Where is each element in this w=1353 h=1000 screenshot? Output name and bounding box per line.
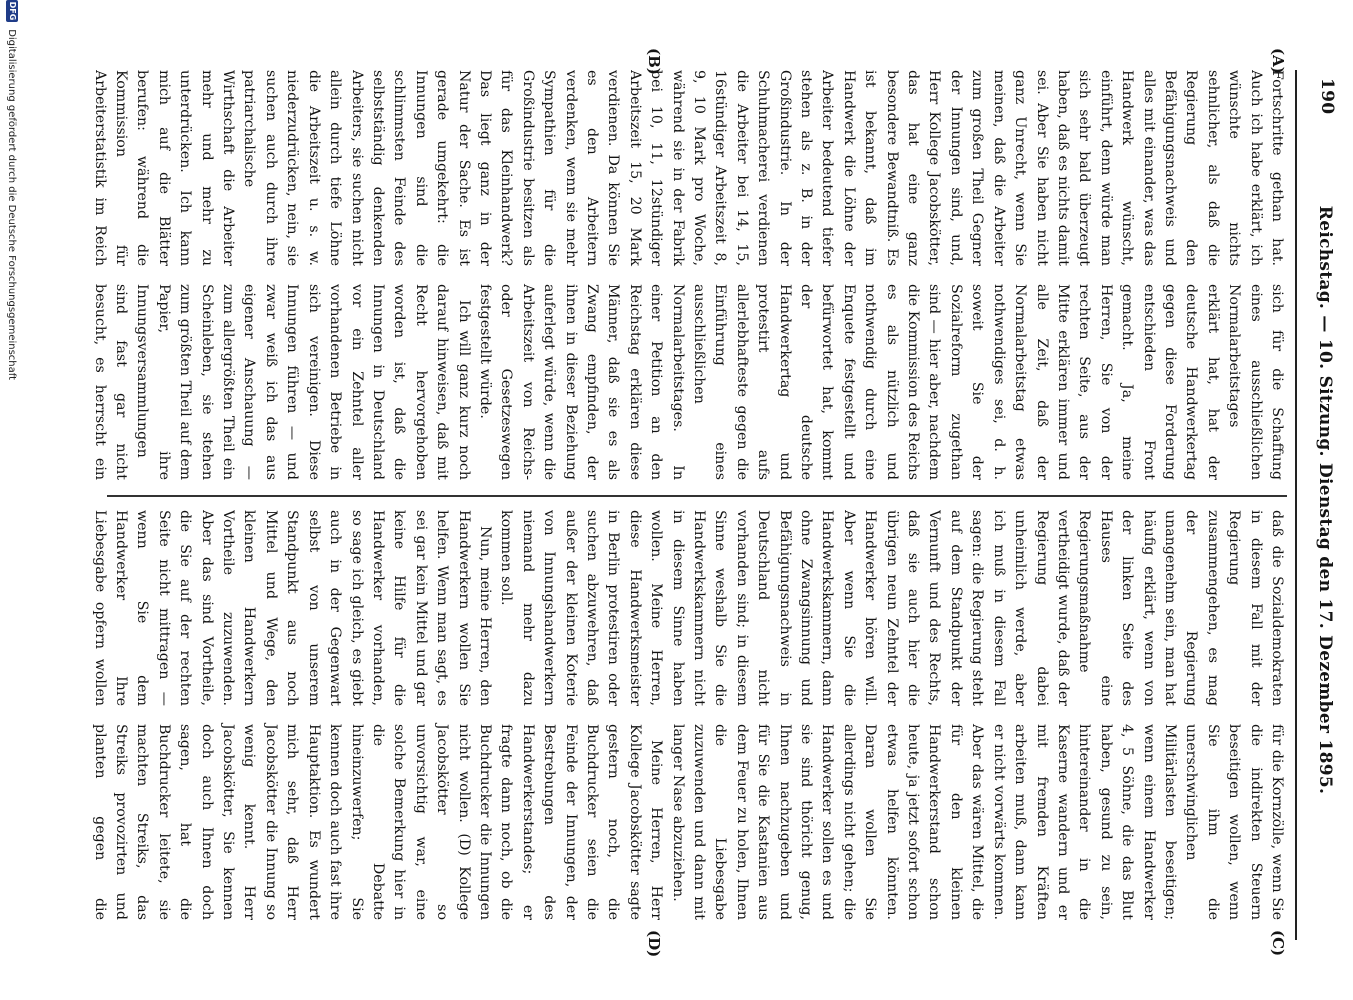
digitization-footer (0, 0, 18, 1000)
left-text-column (87, 70, 1287, 480)
paragraph: Nun, meine Herren, den Handwerkern wollen Sie helfen. Wenn man sagt, es sei gar kein Mittel und gar keine Hilfe für die Handwerker vorhanden, so sage ich gleich, es giebt auch in der Gegenwart selbst von unserem Standpunkt aus noch Mittel und Wege, den kleinen Handwerkern Vortheile zuzuwenden. Aber das sind Vortheile, die Sie auf der rechten Seite nicht mittragen — wenn Sie dem Handwerker Ihre Liebesgabe opfern wollen für die Kornzölle, wenn Sie die indirekten Steuern beseitigen wollen, wenn Sie ihm die unerschwinglichen Militärlasten beseitigen; wenn einem Handwerker 4, 5 Söhne, die das Blut haben, gesund zu sein, hintereinander in die Kaserne wandern und er mit fremden Kräften arbeiten muß, dann kann er nicht vorwärts kommen. Aber das wären Mittel, die für den kleinen Handwerkerstand schon heute, ja jetzt sofort schon etwas helfen könnten. Daran wollen Sie allerdings nicht gehen; die Handwerker sollen es und sie sind thöricht genug, Ihnen nachzugeben und für Sie die Kastanien aus dem Feuer zu holen, Ihnen die Liebesgabe zuzuwenden und dann mit langer Nase abzuziehen. (91, 510, 1285, 920)
paragraph: Meine Herren, Herr Kollege Jacobskötter sagte gestern noch, die Buchdrucker seien die Feinde der Innungen, der Bestrebungen des Handwerkerstandes; er fragte dann noch, ob die Buchdrucker die Innungen nicht wollen. (D) Kollege Jacobskötter so unvorsichtig war, eine solche Bemerkung hier in die Debatte hineinzuwerfen; Sie kennen doch auch fast ihre Hauptaktion. Es wundert mich sehr, daß Herr Jacobskötter die Innung so wenig kennt. Herr Jacobskötter, Sie kennen doch auch Ihnen doch sagen, hat die Buchdrucker leitete, sie machten Streiks, das Streiks provozirten und planten gegen die (91, 724, 665, 920)
margin-mark-d: (D) (645, 930, 663, 958)
dfg-logo: DFG (8, 1, 17, 21)
page-header (1305, 70, 1345, 930)
paragraph: daß die Sozialdemokraten in diesem Fall mit der Regierung zusammengehen, es mag der Regierung unangenehm sein, man hat häufig erklärt, wenn von der linken Seite des Hauses eine Regierungsmaßnahme vertheidigt wurde, daß der Regierung dabei unheimlich werde, aber ich muß in diesem Fall sagen: die Regierung steht auf dem Standpunkt der Vernunft und des Rechts, daß sie auch hier die übrigen neun Zehntel der Handwerker hören will. Aber wenn Sie die Handwerkskammern, dann ohne Zwangsinnung und Befähigungsnachweis in Deutschland nicht vorhanden sind; in diesem Sinne weshalb Sie die Handwerkskammern nicht in diesem Sinne haben wollen. Meine Herren, diese Handwerksmeister in Berlin protestiren oder suchen abzuwehren, daß außer der kleinen Koterie von Innungshandwerkern niemand mehr dazu kommen soll. (498, 510, 1285, 706)
header-rule (1295, 70, 1297, 940)
paragraph: Fortschritte gethan hat. Auch ich habe erklärt, ich wünschte nichts sehnlicher, als daß die Regierung den Befähigungsnachweis und alles mit einander, was das Handwerk wünscht, einführt, denn würde man sich sehr bald überzeugt haben, daß es nichts damit sei. Aber Sie haben nicht ganz Unrecht, wenn Sie meinen, daß die Arbeiter zum großen Theil Gegner der Innungen sind, und, Herr Kollege Jacobskötter, das hat eine ganz besondere Bewandtniß. Es ist bekannt, daß im Handwerk die Löhne der Arbeiter bedeutend tiefer stehen als z. B. in der Großindustrie. In der Schuhmacherei verdienen die Arbeiter bei 14, 15, 16stündiger Arbeitszeit 8, 9, 10 Mark pro Woche, während sie in der Fabrik bei 10, 11, 12stündiger Arbeitszeit 15, 20 Mark verdienen. Da können Sie es den Arbeitern verdenken, wenn sie mehr Sympathien für die Großindustrie besitzen als für das Kleinhandwerk? Das liegt ganz in der Natur der Sache. Es ist gerade umgekehrt: die Innungen sind die schlimmsten Feinde des selbstständig denkenden Arbeiters, sie suchen nicht allein durch tiefe Löhne die Arbeitszeit u. s. w. niederzudrücken, nein, sie suchen auch durch ihre patriarchalische Wirthschaft die Arbeiter mehr und mehr zu unterdrücken. Ich kann mich auf die Blätter berufen: während die Kommission für Arbeiterstatistik im Reich sich für die Schaffung eines ausschließlichen Normalarbeitstages erklärt hat, hat der deutsche Handwerkertag gegen diese Forderung entschieden Front gemacht. Ja, meine Herren, Sie von der rechten Seite, aus der Mitte erklären immer und alle Zeit, daß der Normalarbeitstag etwas nothwendiges sei, d. h. soweit Sie der Sozialreform zugethan sind — hier aber, nachdem die Kommission des Reichs es als nützlich und nothwendig durch eine Enquete festgestellt und befürwortet hat, kommt der deutsche Handwerkertag und protestirt aufs allerlebhafteste gegen die Einführung eines ausschließlichen Normalarbeitstages. In einer Petition an den Reichstag erklären diese Männer, daß sie es als Zwang empfinden, der ihnen in dieser Beziehung auferlegt würde, wenn die Arbeitszeit von Reichs- oder Gesetzeswegen festgestellt würde. (91, 70, 1285, 480)
page-number: 190 (1317, 78, 1337, 115)
margin-mark-a: (A) (1269, 48, 1287, 74)
margin-mark-c: (C) (1269, 930, 1287, 957)
running-title: Reichstag. — 10. Sitzung. Dienstag den 17. Dezember 1895. (1315, 205, 1335, 795)
paragraph: Ich will ganz kurz noch darauf hinweisen, daß mit Recht hervorgehoben worden ist, daß die Innungen in Deutschland vor ein Zehntel aller vorhandenen Betriebe in sich vereinigen. Diese Innungen führen — und zwar weiß ich das aus eigener Anschauung — zum allergrößten Theil ein Scheinleben, sie stehen zum größten Theil auf dem Papier, ihre Innungsversammlungen sind fast gar nicht besucht, es herrscht ein (91, 284, 472, 480)
footer-text: Digitalisierung gefördert durch die Deutsche Forschungsgemeinschaft (6, 29, 17, 381)
right-text-column (87, 510, 1287, 920)
column-divider (107, 495, 1287, 497)
margin-mark-b: (B) (645, 48, 663, 75)
